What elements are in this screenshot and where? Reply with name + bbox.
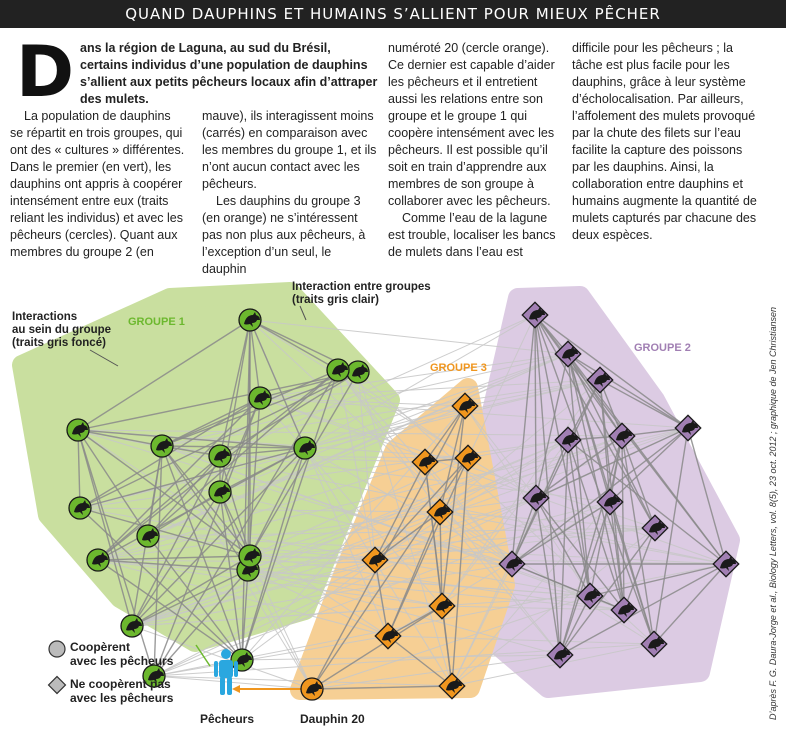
credit-line: D’après F. G. Daura-Jorge et al., Biology Letters, vol. 8(5), 23 oct. 2012 ; graphique de Jen Christiansen	[768, 306, 778, 720]
column-1-text: La population de dauphins se répartit en trois groupes, qui ont des « cultures » différentes. Dans le premier (en vert), les dauphins ont appris à coopérer intensément entre eux (traits reliant les individus) et avec les pêcheurs (cercles). Quant aux membres du groupe 2 (en	[10, 109, 185, 259]
annotation-within-line2: au sein du groupe	[12, 324, 112, 336]
legend-square-icon	[49, 677, 66, 694]
annotation-between-line2: (traits gris clair)	[292, 294, 379, 306]
legend-square-line1: Ne coopèrent pas	[70, 677, 171, 691]
column-4	[572, 40, 762, 244]
intro-text: ans la région de Laguna, au sud du Brésil, certains individus d’une population de dauphins s’allient aux petits pêcheurs locaux afin d’attraper des mulets.	[80, 41, 378, 106]
legend-circle-icon	[49, 641, 65, 657]
group-1-label: GROUPE 1	[128, 316, 185, 328]
cooperating-dolphin-node	[301, 678, 323, 700]
column-2-text-a: mauve), ils interagissent moins (carrés) en comparaison avec les membres du groupe 1, et ils n’ont aucun contact avec les pêcheurs.	[202, 109, 377, 191]
cooperating-dolphin-node	[137, 525, 159, 547]
cooperating-dolphin-node	[347, 361, 369, 383]
column-3-text-a: numéroté 20 (cercle orange). Ce dernier est capable d’aider les pêcheurs et il entretient aussi les relations entre son groupe et le groupe 1 qui coopère intensément avec les pêcheurs. Il est possible qu’il soit en train d’apprendre aux membres de son groupe à collaborer avec les pêcheurs.	[388, 41, 555, 208]
group-3-label: GROUPE 3	[430, 362, 487, 374]
column-3	[388, 40, 563, 261]
drop-cap: D	[16, 31, 75, 113]
legend-circle-line1: Coopèrent	[70, 640, 130, 654]
between-group-line	[154, 676, 312, 689]
cooperating-dolphin-node	[239, 545, 261, 567]
annotation-within-line3: (traits gris foncé)	[12, 337, 106, 349]
cooperating-dolphin-node	[209, 445, 231, 467]
column-1	[10, 108, 185, 261]
cooperating-dolphin-node	[249, 387, 271, 409]
dolphin-network-diagram	[0, 270, 786, 750]
legend-circle-line2: avec les pêcheurs	[70, 654, 174, 668]
annotation-within-line1: Interactions	[12, 311, 78, 323]
cooperating-dolphin-node	[69, 497, 91, 519]
cooperating-dolphin-node	[121, 615, 143, 637]
column-2-text-b: Les dauphins du groupe 3 (en orange) ne s’intéressent pas non plus aux pêcheurs, à l’exception d’un seul, le dauphin	[202, 194, 366, 276]
cooperating-dolphin-node	[294, 437, 316, 459]
cooperating-dolphin-node	[209, 481, 231, 503]
group-2-label: GROUPE 2	[634, 342, 691, 354]
within-group-line	[535, 315, 536, 498]
arrow-icon	[232, 685, 240, 693]
article-body	[10, 31, 770, 276]
column-2	[202, 108, 377, 278]
fishermen-label: Pêcheurs	[200, 712, 255, 726]
cooperating-dolphin-node	[327, 359, 349, 381]
legend-square-line2: avec les pêcheurs	[70, 691, 174, 705]
annotation-between-line1: Interaction entre groupes	[292, 281, 431, 293]
dolphin20-label: Dauphin 20	[300, 712, 365, 726]
cooperating-dolphin-node	[67, 419, 89, 441]
page-title: QUAND DAUPHINS ET HUMAINS S’ALLIENT POUR MIEUX PÊCHER	[0, 0, 786, 28]
cooperating-dolphin-node	[87, 549, 109, 571]
cooperating-dolphin-node	[151, 435, 173, 457]
column-4-text: difficile pour les pêcheurs ; la tâche est plus facile pour les dauphins, grâce à leur système d’écholocalisation. Par ailleurs, l’affolement des mulets provoqué par la chute des filets sur l’eau facilite la capture des poissons par les dauphins. Ainsi, la collaboration entre dauphins et humains augmente la quantité de mulets capturés par chacune des deux espèces.	[572, 41, 757, 242]
cooperating-dolphin-node	[239, 309, 261, 331]
column-3-text-b: Comme l’eau de la lagune est trouble, localiser les bancs de mulets dans l’eau est	[388, 211, 556, 259]
